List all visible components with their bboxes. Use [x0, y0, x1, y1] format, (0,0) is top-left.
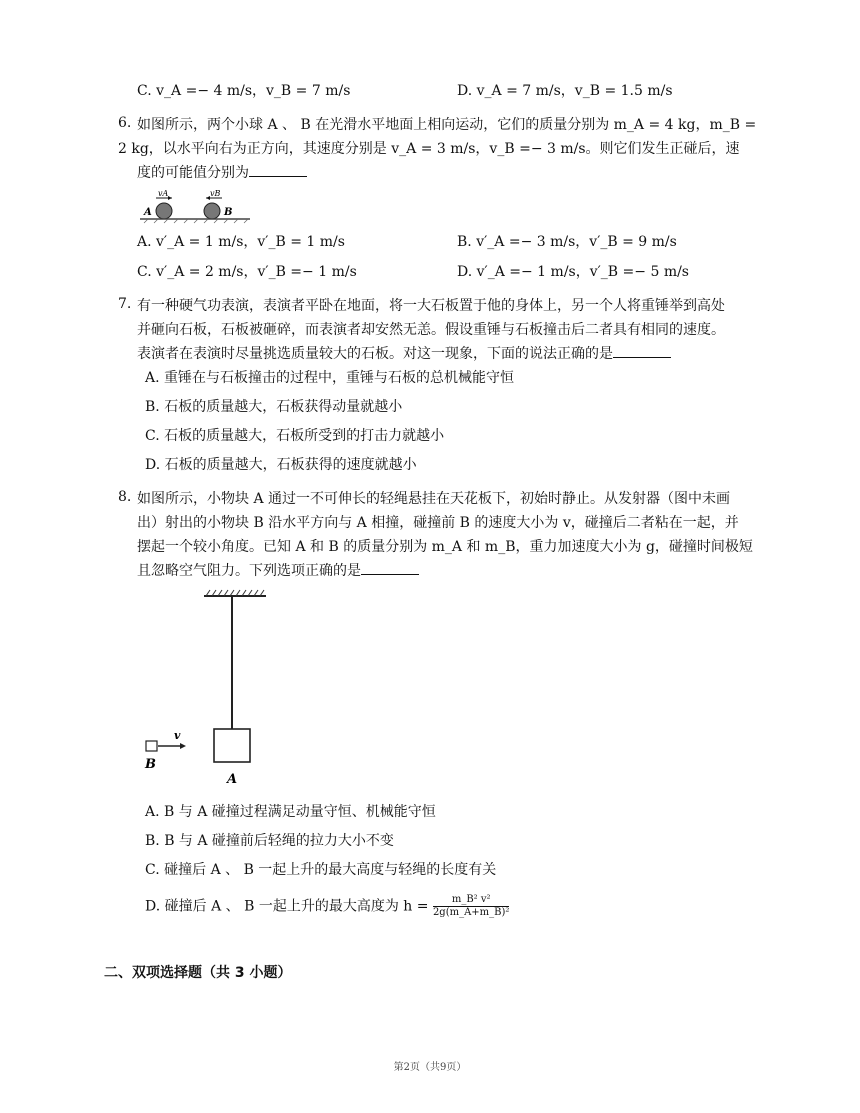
q8-figure	[140, 588, 300, 788]
q5-option-c: C. v_A =− 4 m/s，v_B = 7 m/s	[137, 83, 351, 99]
va-label: vA	[158, 189, 169, 198]
q7-number: 7.	[118, 296, 132, 312]
velocity-label: v	[174, 729, 181, 742]
va-arrow-head	[168, 196, 172, 200]
page-footer: 第2页（共9页）	[393, 1062, 467, 1073]
q8-stem-line3: 摆起一个较小角度。已知 A 和 B 的质量分别为 m_A 和 m_B，重力加速度大小为 g，碰撞时间极短	[137, 539, 753, 555]
q7-option-a: A. 重锤在与石板撞击的过程中，重锤与石板的总机械能守恒	[145, 370, 515, 386]
ball-b-label: B	[224, 207, 233, 218]
q8-stem-text: 且忽略空气阻力。下列选项正确的是	[137, 563, 361, 579]
q7-option-b: B. 石板的质量越大，石板获得动量就越小	[145, 399, 403, 415]
section-heading: 二、双项选择题（共 3 小题）	[104, 965, 292, 981]
q6-number: 6.	[118, 115, 132, 131]
q8-option-c: C. 碰撞后 A 、 B 一起上升的最大高度与轻绳的长度有关	[145, 862, 497, 878]
q8-stem-line2: 出）射出的小物块 B 沿水平方向与 A 相撞，碰撞前 B 的速度大小为 v，碰撞后二者粘在一起，并	[137, 515, 739, 531]
answer-blank	[249, 164, 307, 177]
q8-option-a: A. B 与 A 碰撞过程满足动量守恒、机械能守恒	[145, 804, 436, 820]
block-b	[146, 741, 157, 751]
q6-option-b: B. v′_A =− 3 m/s，v′_B = 9 m/s	[457, 234, 677, 250]
ball-a	[156, 203, 172, 219]
vb-label: vB	[210, 189, 221, 198]
q7-option-c: C. 石板的质量越大，石板所受到的打击力就越小	[145, 428, 445, 444]
q8-stem-line4	[137, 561, 419, 581]
q8-number: 8.	[118, 489, 132, 505]
q8-option-d-text: D. 碰撞后 A 、 B 一起上升的最大高度为 h =	[145, 898, 429, 915]
answer-blank	[613, 345, 671, 358]
q7-stem-line2: 并砸向石板，石板被砸碎，而表演者却安然无恙。假设重锤与石板撞击后二者具有相同的速度。	[137, 322, 725, 338]
block-a	[214, 729, 250, 762]
q7-option-d: D. 石板的质量越大，石板获得的速度就越小	[145, 457, 417, 473]
ball-a-label: A	[144, 207, 152, 218]
q8-stem-line1: 如图所示，小物块 A 通过一不可伸长的轻绳悬挂在天花板下，初始时静止。从发射器（图中未画	[137, 491, 731, 507]
formula-denominator: 2g(m_A+m_B)²	[432, 907, 510, 918]
height-formula	[433, 894, 510, 919]
block-b-label: B	[145, 757, 156, 772]
q8-option-d	[145, 894, 509, 919]
block-a-label: A	[227, 772, 238, 787]
vb-arrow-head	[206, 196, 210, 200]
q6-stem-line3	[137, 163, 307, 183]
velocity-arrow-head	[180, 743, 186, 749]
q8-option-b: B. B 与 A 碰撞前后轻绳的拉力大小不变	[145, 833, 394, 849]
formula-numerator: m_B² v²	[433, 894, 510, 907]
q5-option-d: D. v_A = 7 m/s，v_B = 1.5 m/s	[457, 83, 673, 99]
q6-stem-line1: 如图所示，两个小球 A 、 B 在光滑水平地面上相向运动，它们的质量分别为 m_A = 4 kg，m_B =	[137, 117, 757, 133]
q7-stem-text: 表演者在表演时尽量挑选质量较大的石板。对这一现象，下面的说法正确的是	[137, 346, 613, 362]
q6-stem-line2: 2 kg，以水平向右为正方向，其速度分别是 v_A = 3 m/s，v_B =− 3 m/s。则它们发生正碰后，速	[118, 141, 740, 157]
q6-option-d: D. v′_A =− 1 m/s，v′_B =− 5 m/s	[457, 264, 689, 280]
q6-figure	[140, 186, 250, 224]
q7-stem-line1: 有一种硬气功表演，表演者平卧在地面，将一大石板置于他的身体上，另一个人将重锤举到高处	[137, 298, 725, 314]
answer-blank	[361, 562, 419, 575]
q6-stem-text: 度的可能值分别为	[137, 165, 249, 181]
ball-b	[204, 203, 220, 219]
q6-option-c: C. v′_A = 2 m/s，v′_B =− 1 m/s	[137, 264, 357, 280]
q7-stem-line3	[137, 344, 671, 364]
q6-option-a: A. v′_A = 1 m/s，v′_B = 1 m/s	[137, 234, 345, 250]
